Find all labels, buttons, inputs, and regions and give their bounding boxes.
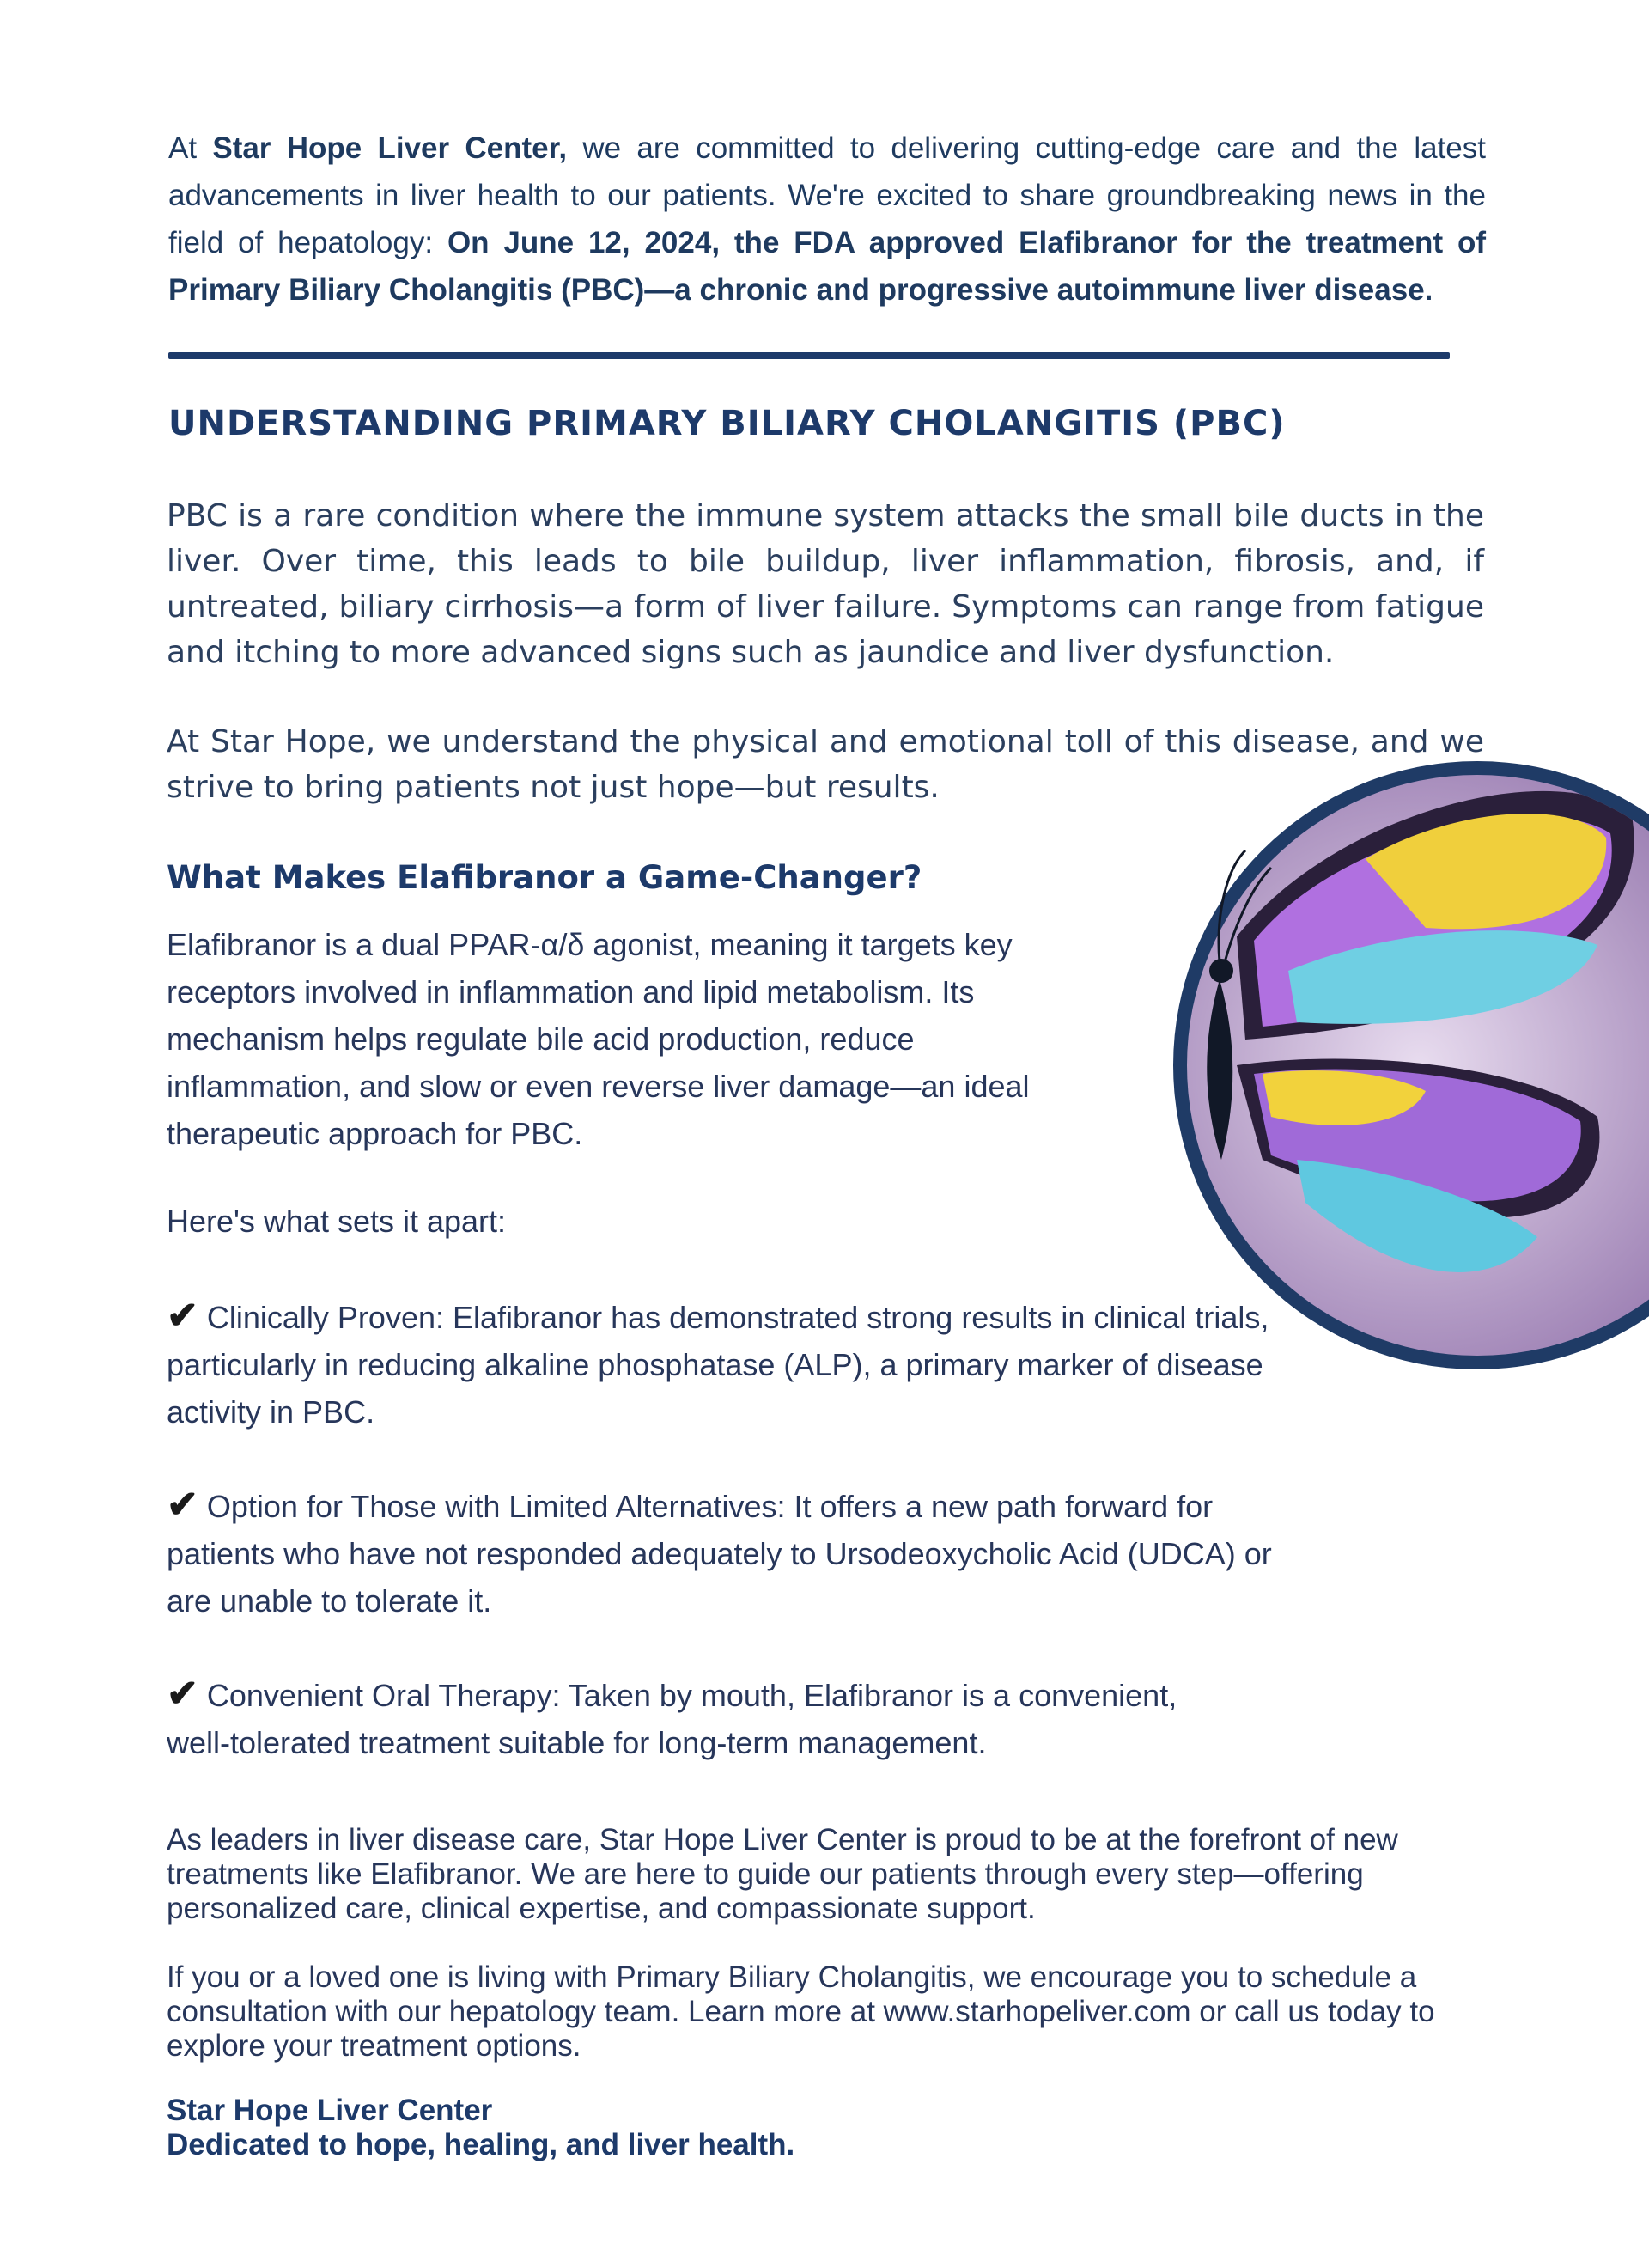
check-icon: ✔ xyxy=(167,1673,198,1715)
intro-fda-news: On June 12, 2024, the FDA approved Elafibranor for the treatment of Primary Biliary Cholangitis (PBC)—a chronic and progressive autoimmune liver disease. xyxy=(168,226,1486,307)
signature-tagline: Dedicated to hope, healing, and liver health. xyxy=(167,2128,795,2161)
point-oral-therapy xyxy=(167,1670,1177,1766)
point-text: are unable to tolerate it. xyxy=(167,1583,492,1619)
point-text: Option for Those with Limited Alternatives: It offers a new path forward for xyxy=(206,1489,1214,1524)
section-heading-pbc: UNDERSTANDING PRIMARY BILIARY CHOLANGITIS (PBC) xyxy=(168,404,1286,443)
point-text: Clinically Proven: Elafibranor has demonstrated strong results in clinical trials, xyxy=(206,1300,1269,1335)
intro-center-name: Star Hope Liver Center, xyxy=(212,131,568,165)
elafibranor-description: Elafibranor is a dual PPAR-α/δ agonist, meaning it targets key receptors involved in inflammation and lipid metabolism. Its mechanism helps regulate bile acid production, reduce inflammation, and slow or even reverse liver damage—an ideal therapeutic approach for PBC. xyxy=(167,927,1030,1151)
butterfly-illustration xyxy=(1168,756,1649,1375)
intro-paragraph xyxy=(168,125,1486,314)
point-clinically-proven xyxy=(167,1292,1269,1436)
intro-at: At xyxy=(168,131,213,165)
signature xyxy=(167,2094,794,2162)
point-limited-alternatives xyxy=(167,1481,1272,1625)
section-heading-elafibranor: What Makes Elafibranor a Game-Changer? xyxy=(167,859,922,896)
check-icon: ✔ xyxy=(167,1295,198,1337)
sets-apart-label: Here's what sets it apart: xyxy=(167,1204,507,1239)
closing-leaders: As leaders in liver disease care, Star Hope Liver Center is proud to be at the forefront of new treatments like Elafibranor. We are here to guide our patients through every step—offering personalized care, clinical expertise, and compassionate support. xyxy=(167,1823,1398,1925)
point-text: activity in PBC. xyxy=(167,1394,375,1430)
star-hope-statement: At Star Hope, we understand the physical and emotional toll of this disease, and we strive to bring patients not just hope—but results. xyxy=(167,724,1484,805)
check-icon: ✔ xyxy=(167,1484,198,1526)
closing-schedule: If you or a loved one is living with Primary Biliary Cholangitis, we encourage you to schedule a consultation with our hepatology team. Learn more at www.starhopeliver.com or call us today to explore your treatment options. xyxy=(167,1960,1435,2063)
point-text: well-tolerated treatment suitable for long-term management. xyxy=(167,1725,987,1760)
intro-text: we are committed to delivering cutting-edge care and the latest advancements in liver health to our patients. We're excited to share groundbreaking news in the field of hepatology: xyxy=(168,131,1486,259)
point-text: patients who have not responded adequately to Ursodeoxycholic Acid (UDCA) or xyxy=(167,1536,1272,1571)
point-text: Convenient Oral Therapy: Taken by mouth, Elafibranor is a convenient, xyxy=(206,1678,1177,1713)
signature-name: Star Hope Liver Center xyxy=(167,2094,493,2127)
butterfly-head xyxy=(1209,959,1233,983)
pbc-description: PBC is a rare condition where the immune system attacks the small bile ducts in the liver. Over time, this leads to bile buildup, liver inflammation, fibrosis, and, if untreated, biliary cirrhosis—a form of liver failure. Symptoms can range from fatigue and itching to more advanced signs such as jaundice and liver dysfunction. xyxy=(167,498,1484,670)
point-text: particularly in reducing alkaline phosphatase (ALP), a primary marker of disease xyxy=(167,1347,1263,1382)
section-divider xyxy=(168,352,1450,359)
